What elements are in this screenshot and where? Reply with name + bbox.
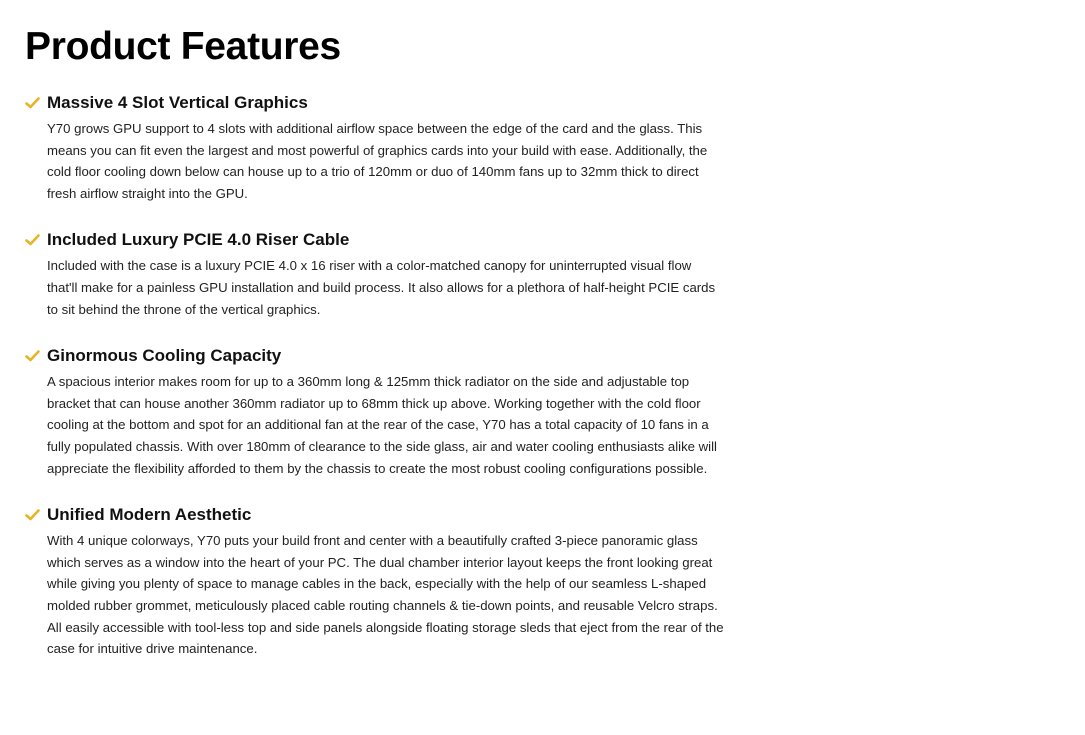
feature-item <box>25 345 725 479</box>
feature-description: Included with the case is a luxury PCIE 4.0 x 16 riser with a color-matched canopy for uninterrupted visual flow that'll make for a painless GPU installation and build process. It also allows for a plethora of half-height PCIE cards to sit behind the throne of the vertical graphics. <box>47 258 716 317</box>
feature-title: Ginormous Cooling Capacity <box>47 346 282 366</box>
feature-title: Included Luxury PCIE 4.0 Riser Cable <box>47 230 350 250</box>
feature-list <box>25 92 725 660</box>
feature-title: Massive 4 Slot Vertical Graphics <box>47 93 308 112</box>
page-title: Product Features <box>25 25 341 68</box>
feature-item <box>25 504 725 660</box>
feature-description: With 4 unique colorways, Y70 puts your build front and center with a beautifully crafted 3-piece panoramic glass which serves as a window into the heart of your PC. The dual chamber interior layout keeps the front looking great while giving you plenty of space to manage cables in the back, especially with the help of our seamless L-shaped molded rubber grommet, meticulously placed cable routing channels & tie-down points, and reusable Velcro straps. All easily accessible with tool-less top and side panels alongside floating storage sleds that eject from the rear of the case for intuitive drive maintenance. <box>47 533 724 657</box>
checkmark-icon <box>25 350 40 362</box>
feature-item <box>25 92 725 204</box>
product-features-section <box>25 22 725 660</box>
feature-title: Unified Modern Aesthetic <box>47 505 252 525</box>
feature-description: A spacious interior makes room for up to a 360mm long & 125mm thick radiator on the side and adjustable top bracket that can house another 360mm radiator up to 68mm thick up above. Working together with the cold floor cooling at the bottom and spot for an additional fan at the rear of the case, Y70 has a total capacity of 10 fans in a fully populated chassis. With over 180mm of clearance to the side glass, air and water cooling enthusiasts alike will appreciate the flexibility afforded to them by the chassis to create the most robust cooling configurations possible. <box>47 374 717 476</box>
checkmark-icon <box>25 234 40 246</box>
checkmark-icon <box>25 97 40 109</box>
feature-description: Y70 grows GPU support to 4 slots with additional airflow space between the edge of the card and the glass. This means you can fit even the largest and most powerful of graphics cards into your build with ease. Additionally, the cold floor cooling down below can house up to a trio of 120mm or duo of 140mm fans up to 32mm thick to direct fresh airflow straight into the GPU. <box>47 121 708 201</box>
checkmark-icon <box>25 509 40 521</box>
feature-item <box>25 229 725 320</box>
